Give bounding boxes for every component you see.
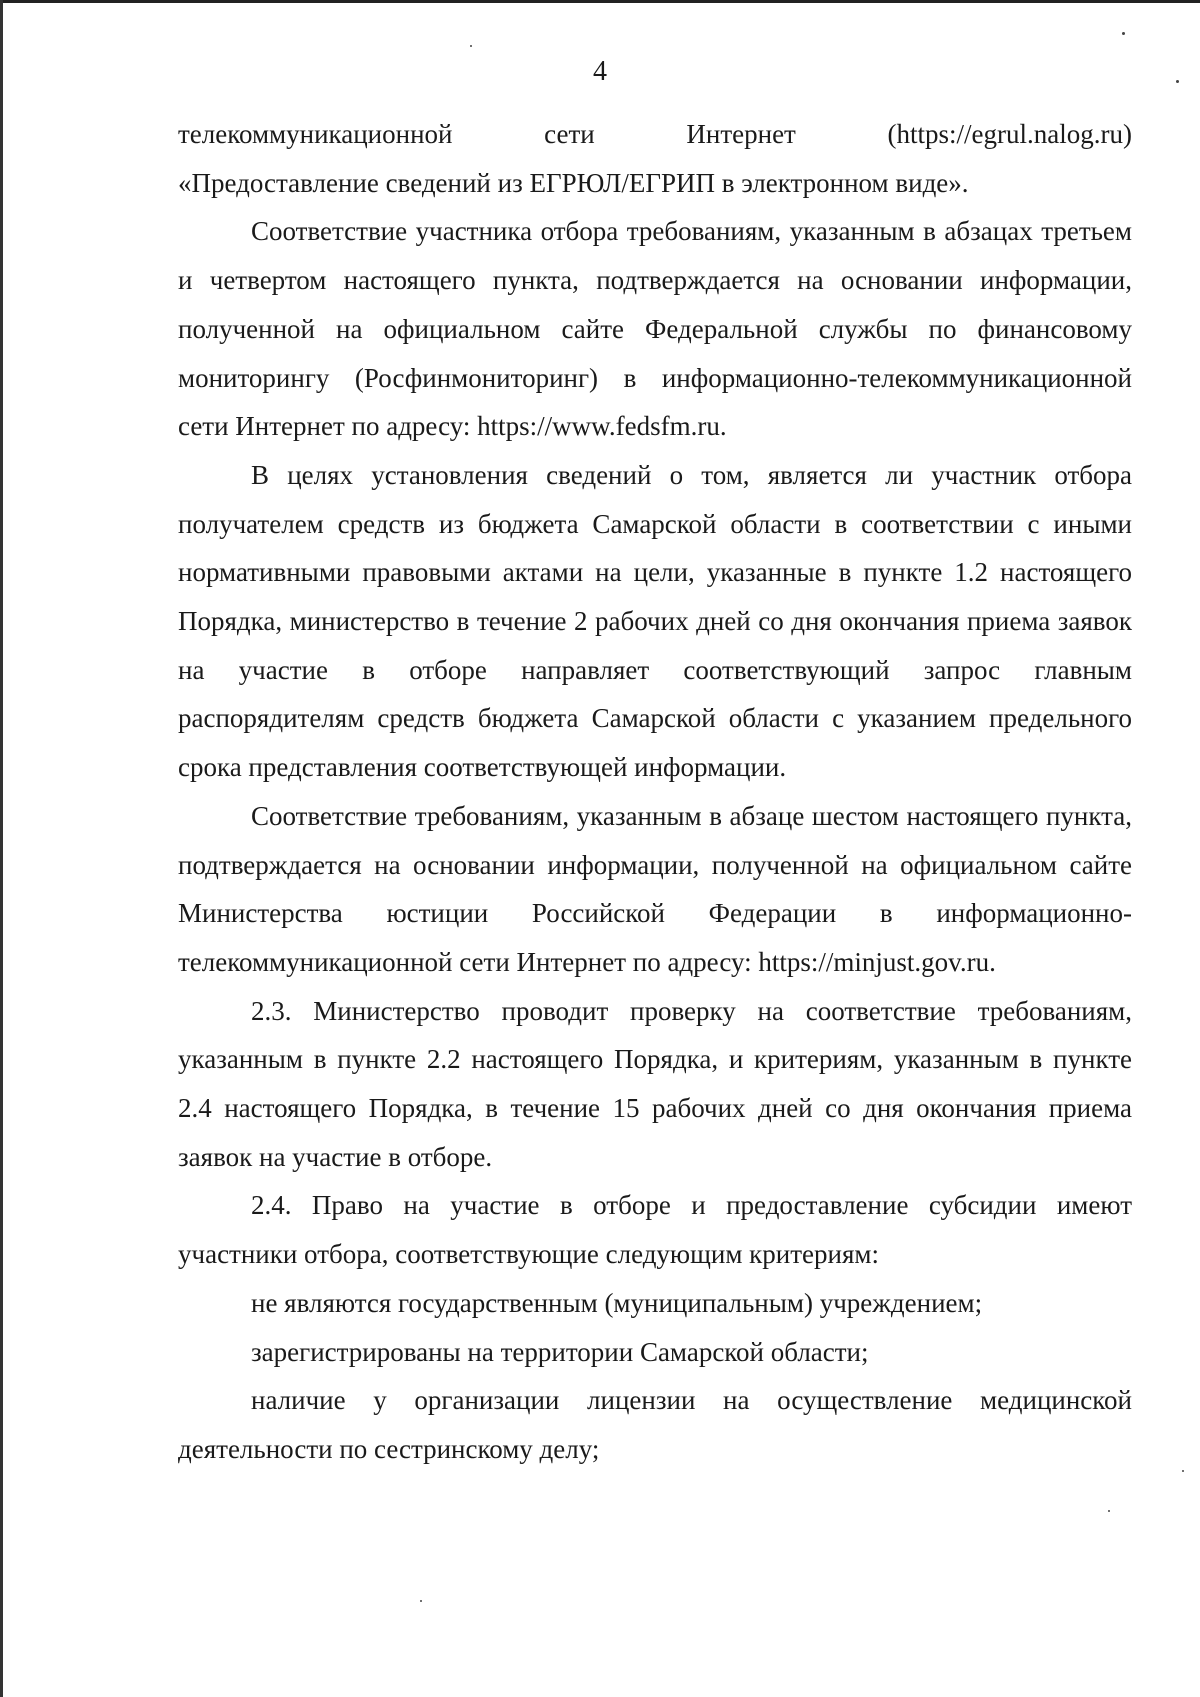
document-body	[178, 110, 1132, 1474]
paragraph-rosfinmonitoring: Соответствие участника отбора требованиям, указанным в абзацах третьем и четвертом настоящего пункта, подтверждается на основании информации, полученной на официальном сайте Федеральной службы по финансовому мониторингу (Росфинмониторинг) в информационно-телекоммуникационной сети Интернет по адресу: https://www.fedsfm.ru.	[178, 216, 1132, 442]
scan-edge-top	[0, 0, 1200, 3]
scan-speck	[1176, 80, 1179, 83]
scan-speck	[1108, 1510, 1110, 1512]
criterion-nursing-license: наличие у организации лицензии на осуществление медицинской деятельности по сестринскому делу;	[178, 1385, 1132, 1464]
criterion-not-state-institution: не являются государственным (муниципальным) учреждением;	[251, 1287, 983, 1318]
paragraph-continuation-rest: «Предоставление сведений из ЕГРЮЛ/ЕГРИП в электронном виде».	[178, 167, 969, 198]
paragraph-continuation-line: телекоммуникационной сети Интернет (https://egrul.nalog.ru)	[178, 119, 1132, 149]
criterion-registered-samara: зарегистрированы на территории Самарской области;	[251, 1336, 869, 1367]
paragraph-2-3: 2.3. Министерство проводит проверку на соответствие требованиям, указанным в пункте 2.2 настоящего Порядка, и критериям, указанным в пункте 2.4 настоящего Порядка, в течение 15 рабочих дней со дня окончания приема заявок на участие в отборе.	[178, 995, 1132, 1172]
scan-speck	[1122, 32, 1125, 35]
paragraph-budget-check: В целях установления сведений о том, является ли участник отбора получателем средств из бюджета Самарской области в соответствии с иными нормативными правовыми актами на цели, указанные в пункте 1.2 настоящего Порядка, министерство в течение 2 рабочих дней со дня окончания приема заявок на участие в отборе направляет соответствующий запрос главным распорядителям средств бюджета Самарской области с указанием предельного срока представления соответствующей информации.	[178, 459, 1132, 783]
paragraph-minjust: Соответствие требованиям, указанным в абзаце шестом настоящего пункта, подтверждается на основании информации, полученной на официальном сайте Министерства юстиции Российской Федерации в информационно-телекоммуникационной сети Интернет по адресу: https://minjust.gov.ru.	[178, 800, 1132, 977]
scan-speck	[1182, 1470, 1184, 1472]
scan-speck	[420, 1600, 422, 1602]
scan-speck	[470, 45, 472, 47]
page-number: 4	[593, 56, 607, 87]
paragraph-2-4: 2.4. Право на участие в отборе и предоставление субсидии имеют участники отбора, соответствующие следующим критериям:	[178, 1190, 1132, 1270]
scan-edge-left	[0, 0, 3, 1697]
